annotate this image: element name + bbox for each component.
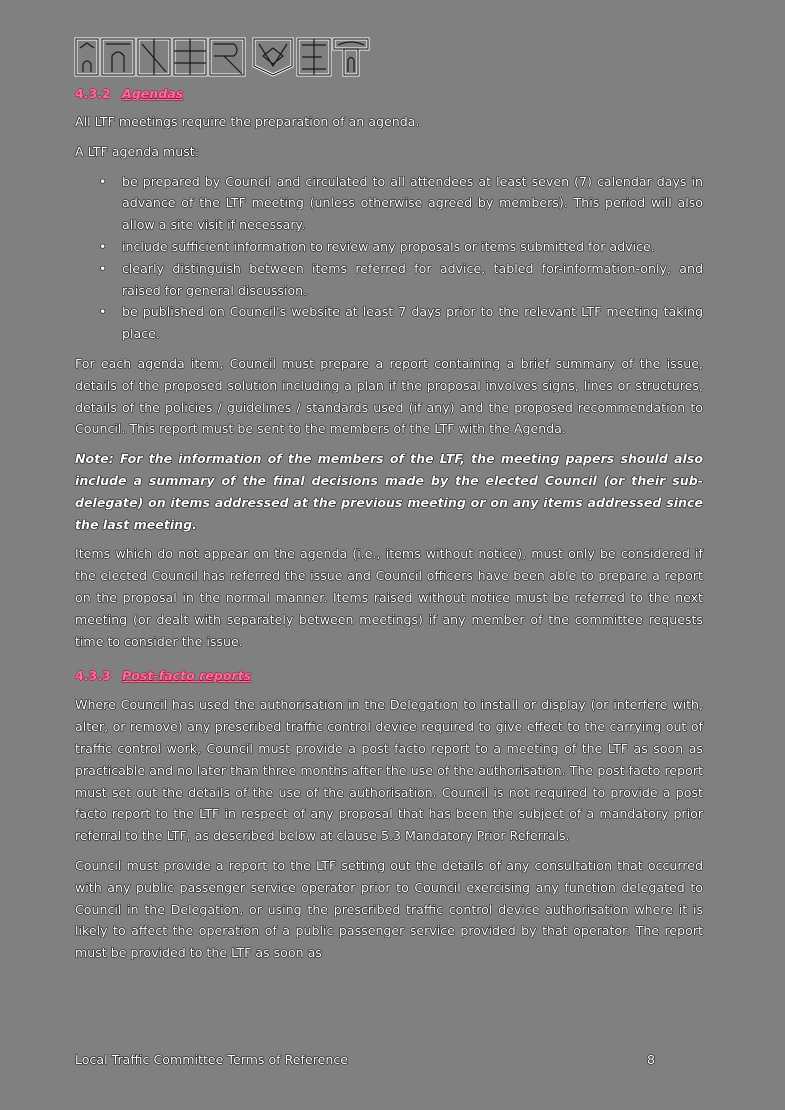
section-heading-post-facto	[75, 666, 703, 686]
paragraph-report: For each agenda item, Council must prepare a report containing a brief summary of the issue, details of the proposed solution including a plan if the proposal involves signs, lines or structures, details of the policies / guidelines / standards used (if any) and the proposed recommendation to Council. This report must be sent to the members of the LTF with the Agenda.	[75, 355, 703, 437]
section-title: Post-facto reports	[122, 668, 252, 684]
page-footer	[75, 1052, 655, 1067]
list-item: • be published on Council's website at least 7 days prior to the relevant LTF meeting taking place.	[122, 301, 703, 345]
paragraph-note: Note: For the information of the members of the LTF, the meeting papers should also include a summary of the final decisions made by the elected Council (or their sub-delegate) on items addressed at the previous meeting or on any items addressed since the last meeting.	[75, 451, 703, 532]
section-title: Agendas	[122, 86, 184, 101]
footer-document-title: Local Traffic Committee Terms of Reference	[75, 1052, 349, 1067]
section-number: 4.3.3	[75, 668, 111, 684]
paragraph-items-without-notice: Items which do not appear on the agenda (i.e., items without notice), must only be considered if the elected Council has referred the issue and Council officers have been able to prepare a report on the proposal in the normal manner. Items raised without notice must be referred to the next meeting (or dealt with separately between meetings) if any member of the committee requests time to consider the issue.	[75, 546, 703, 649]
list-item: • clearly distinguish between items referred for advice, tabled for-information-only, and raised for general discussion.	[122, 258, 703, 302]
paragraph-post-facto-2: Council must provide a report to the LTF setting out the details of any consultation that occurred with any public passenger service operator prior to Council exercising any function delegated to Council in the Delegation, or using the prescribed traffic control device authorisation where it is likely to affect the operation of a public passenger service provided by that operator. The report must be provided to the LTF as soon as	[75, 857, 703, 961]
inner-west-logo	[74, 36, 370, 78]
paragraph-post-facto-1: Where Council has used the authorisation in the Delegation to install or display (or interfere with, alter, or remove) any prescribed traffic control device required to give effect to the carrying out of traffic control work, Council must provide a post facto report to a meeting of the LTF as soon as practicable and no later than three months after the use of the authorisation. The post facto report must set out the details of the use of the authorisation. Council is not required to provide a post facto report to the LTF in respect of any proposal that has been the subject of a mandatory prior referral to the LTF, as described below at clause 5.3 Mandatory Prior Referrals.	[75, 697, 703, 844]
logo-icon	[74, 36, 370, 78]
section-heading-agendas	[75, 84, 703, 104]
list-item: • include sufficient information to review any proposals or items submitted for advice.	[122, 236, 703, 258]
paragraph-lead: A LTF agenda must:	[75, 143, 199, 159]
section-number: 4.3.2	[75, 86, 111, 101]
list-item: • be prepared by Council and circulated to all attendees at least seven (7) calendar days in advance of the LTF meeting (unless otherwise agreed by members). This period will also allow a site visit if necessary.	[122, 171, 703, 236]
document-body	[75, 84, 703, 972]
page-number: 8	[646, 1052, 655, 1067]
paragraph-intro: All LTF meetings require the preparation of an agenda.	[75, 114, 420, 129]
agenda-requirements-list	[75, 171, 703, 345]
